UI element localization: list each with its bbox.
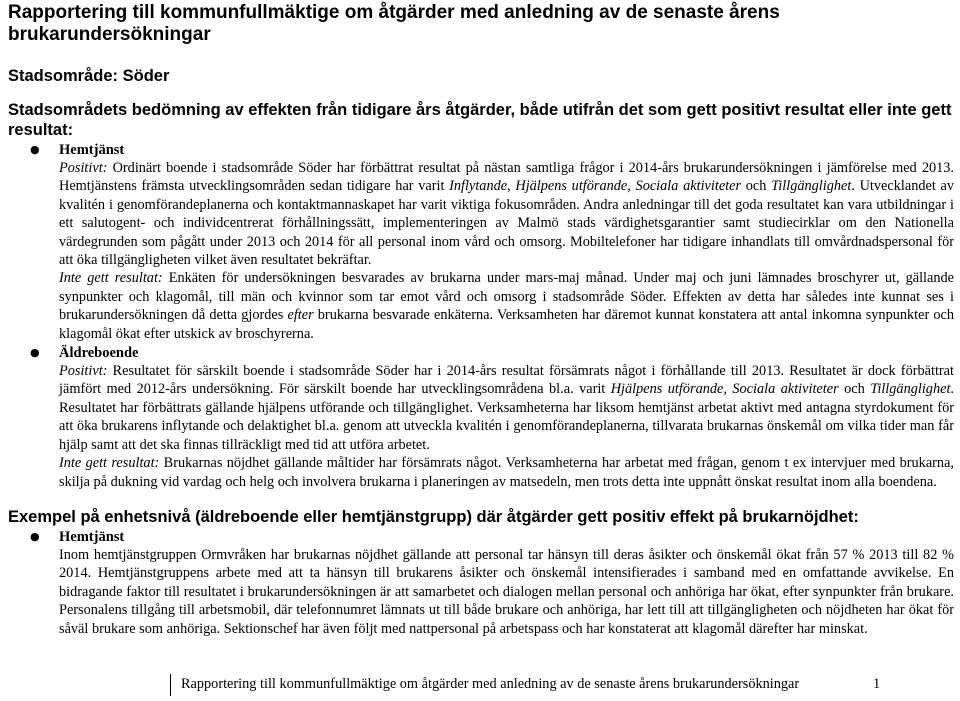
section-heading: Hemtjänst xyxy=(59,142,125,158)
after-term: efter xyxy=(287,307,314,324)
example-heading: Exempel på enhetsnivå (äldreboende eller hemtjänstgrupp) där åtgärder gett positiv effekt på brukarnöjdhet: xyxy=(8,507,859,526)
section-hemtjanst xyxy=(8,141,954,343)
title-line-1: Rapportering till kommunfullmäktige om åtgärder med anledning av de senaste årens xyxy=(8,2,780,23)
negative-label: Inte gett resultat: xyxy=(59,455,160,472)
development-areas: Hjälpens utförande, Sociala aktiviteter xyxy=(610,381,839,398)
document-title xyxy=(8,2,954,46)
page-footer xyxy=(170,672,955,696)
positive-paragraph: Positivt: Ordinärt boende i stadsområde Söder har förbättrat resultat på nästan samtliga frågor i 2014-års brukarundersökningen i jämförelse med 2013. Hemtjänstens främsta utvecklingsområden sedan tidigare har varit Inflytande, Hjälpens utförande, Sociala aktiviteter och Tillgänglighet. Utvecklandet av kvalitén i genomförandeplanerna och kontaktmannaskapet har varit viktiga fokusområden. Andra anledningar till det goda resultatet kan vara utbildningar i ett salutogent- och individcentrerat förhållningssätt, implementeringen av Malmö stads värdighetsgarantier samt studiecirklar om den Nationella värdegrunden som pågått under 2013 och 2014 för all personal inom vård och omsorg. Mobiltelefoner har tidigare inhandlats till omvårdnadspersonal för att öka tillgängligheten vilket även resultatet bekräftar. xyxy=(59,160,955,269)
positive-label: Positivt: xyxy=(59,160,108,176)
negative-paragraph: Inte gett resultat: Brukarnas nöjdhet gällande måltider har försämrats något. Verksamheterna har arbetat med frågan, genom t ex intervjuer med brukarna, skilja på dukning vid vardag och helg och involvera brukarna i planeringen av matsedeln, men trots detta inte uppnått önskat resultat inom alla boendena. xyxy=(59,455,954,490)
footer-title: Rapportering till kommunfullmäktige om åtgärder med anledning av de senaste årens brukarundersökningar xyxy=(181,676,800,692)
district-heading: Stadsområde: Söder xyxy=(8,67,170,85)
bullet-icon: ● xyxy=(30,529,40,543)
accessibility-term: Tillgänglighet xyxy=(870,381,951,398)
assessment-heading: Stadsområdets bedömning av effekten från tidigare års åtgärder, både utifrån det som gett positivt resultat eller inte gett resultat: xyxy=(8,101,952,139)
development-areas: Inflytande, Hjälpens utförande, Sociala aktiviteter xyxy=(449,178,742,195)
positive-paragraph: Positivt: Resultatet för särskilt boende i stadsområde Söder har i 2014-års resultat försämrats något i förhållande till 2013. Resultatet är dock förbättrat jämfört med 2012-års undersökning. För särskilt boende har utvecklingsområdena bl.a. varit Hjälpens utförande, Sociala aktiviteter och Tillgänglighet. Resultatet har förbättrats gällande hjälpens utförande och tillgänglighet. Verksamheterna har liksom hemtjänst arbetat aktivt med antagna styrdokument för att öka brukarens inflytande och delaktighet bl.a. genom att utveckla kvalitén i genomförandeplanerna, tillvarata brukarnas önskemål om vilka tider man får hjälp samt att det ska finnas tillräckligt med tid att utföra arbetet. xyxy=(59,363,954,453)
negative-label: Inte gett resultat: xyxy=(59,270,163,287)
negative-paragraph: Inte gett resultat: Enkäten för undersökningen besvarades av brukarna under mars-maj månad. Under maj och juni lämnades broschyrer ut, gällande synpunkter och klagomål, till män och kvinnor som tar emot vård och omsorg i stadsområde Söder. Effekten av detta har således inte kunnat ses i brukarundersökningen då detta gjordes efter brukarna besvarade enkäterna. Verksamheten har däremot kunnat konstatera att antal inkomna synpunkter och klagomål ökat efter utskick av broschyrerna. xyxy=(59,270,955,342)
example-paragraph: Inom hemtjänstgruppen Ormvråken har brukarnas nöjdhet gällande att personal tar hänsyn till deras åsikter och önskemål ökat från 57 % 2013 till 82 % 2014. Hemtjänstgruppens arbete med att ta hänsyn till brukarens åsikter och önskemål intensifierades i samband med en omfattande avvikelse. En bidragande faktor till resultatet i brukarundersökningen är att samarbetet och dialogen mellan personal och anhöriga har ökat, efter synpunkter från brukare. Personalens tillgång till arbetsmobil, där telefonnumret lämnats ut till både brukare och anhöriga, har lett till att tillgängligheten och nöjdheten har ökat för såväl brukare som anhöriga. Sektionschef har även följt med nattpersonal på arbetspass och har konstaterat att klagomål därefter har minskat. xyxy=(59,546,954,637)
section-heading: Äldreboende xyxy=(59,345,139,362)
bullet-icon: ● xyxy=(30,346,40,360)
title-line-2: brukarundersökningar xyxy=(8,24,211,45)
section-heading: Hemtjänst xyxy=(59,528,125,545)
bullet-icon: ● xyxy=(30,143,40,156)
footer-divider xyxy=(170,674,171,696)
section-example-hemtjanst xyxy=(8,528,954,638)
page-number: 1 xyxy=(873,676,881,692)
accessibility-term: Tillgänglighet xyxy=(771,178,852,195)
document-page xyxy=(8,0,954,638)
section-aldreboende xyxy=(8,344,954,491)
positive-label: Positivt: xyxy=(59,363,108,380)
